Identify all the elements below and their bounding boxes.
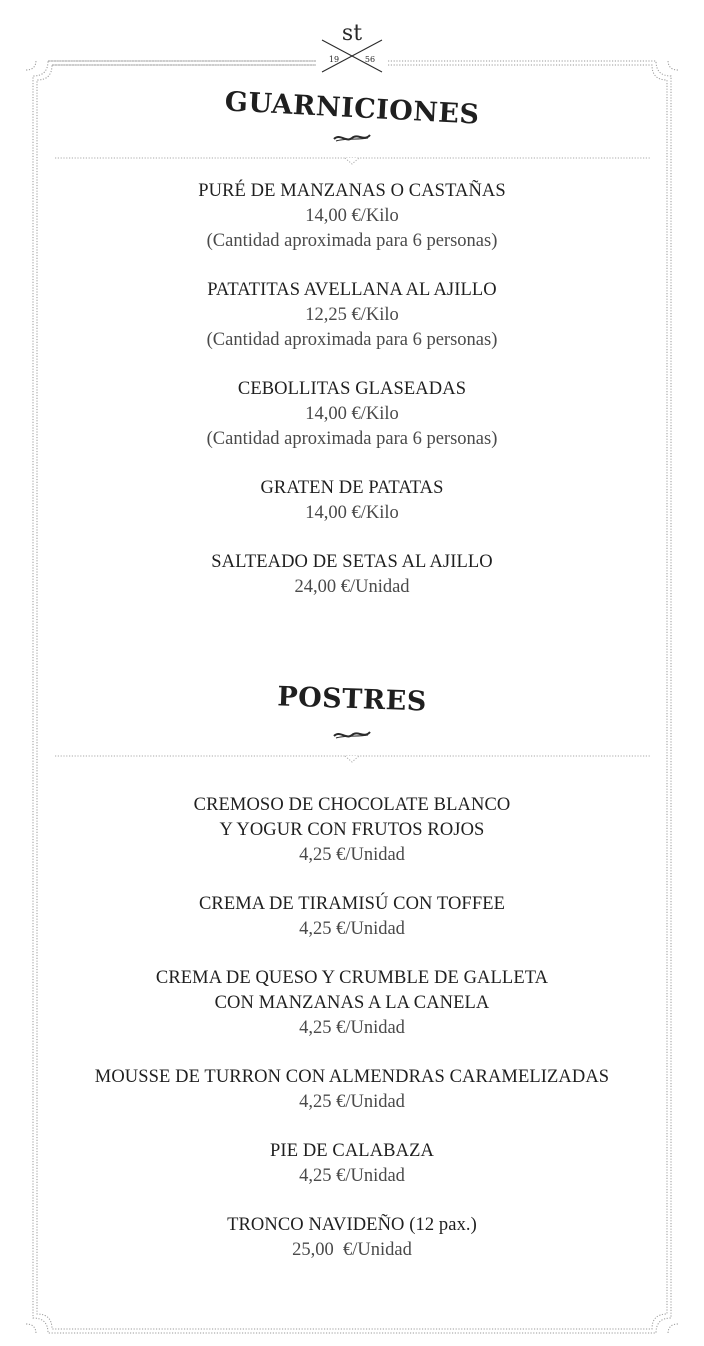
item-price: 4,25 €/Unidad	[299, 1018, 405, 1038]
logo-monogram: st	[341, 21, 363, 46]
menu-item	[0, 793, 704, 868]
menu-item	[0, 377, 704, 452]
item-name: CREMOSO DE CHOCOLATE BLANCO Y YOGUR CON FRUTOS ROJOS	[193, 795, 511, 840]
item-name: CREMA DE TIRAMISÚ CON TOFFEE	[198, 894, 506, 914]
brand-logo	[316, 16, 388, 74]
section-divider	[55, 153, 651, 165]
item-price: 12,25 €/Kilo	[305, 305, 399, 325]
item-name: SALTEADO DE SETAS AL AJILLO	[211, 552, 493, 572]
item-note: (Cantidad aproximada para 6 personas)	[206, 330, 498, 350]
postres-list	[0, 793, 704, 1263]
item-name: CEBOLLITAS GLASEADAS	[237, 379, 467, 399]
item-name: PIE DE CALABAZA	[270, 1141, 434, 1161]
item-name: GRATEN DE PATATAS	[260, 478, 444, 498]
item-name: PATATITAS AVELLANA AL AJILLO	[207, 280, 497, 300]
menu-item	[0, 179, 704, 254]
section-title-postres: POSTRES	[276, 681, 428, 718]
item-price: 4,25 €/Unidad	[299, 1166, 405, 1186]
item-price: 14,00 €/Kilo	[305, 503, 399, 523]
menu-item	[0, 892, 704, 942]
menu-item	[0, 1065, 704, 1115]
logo-year-left: 19	[328, 55, 340, 64]
menu-item	[0, 278, 704, 353]
item-price: 4,25 €/Unidad	[299, 919, 405, 939]
item-name: CREMA DE QUESO Y CRUMBLE DE GALLETA CON MANZANAS A LA CANELA	[155, 968, 549, 1013]
section-divider	[55, 751, 651, 763]
item-price: 25,00 €/Unidad	[292, 1240, 412, 1260]
item-price: 24,00 €/Unidad	[294, 577, 410, 597]
menu-item	[0, 966, 704, 1041]
item-note: (Cantidad aproximada para 6 personas)	[206, 231, 498, 251]
menu-item	[0, 476, 704, 526]
flourish-icon	[332, 130, 372, 144]
menu-item	[0, 1213, 704, 1263]
item-note: (Cantidad aproximada para 6 personas)	[206, 429, 498, 449]
item-price: 4,25 €/Unidad	[299, 1092, 405, 1112]
item-price: 14,00 €/Kilo	[305, 404, 399, 424]
section-title-guarniciones: GUARNICIONES	[224, 86, 481, 131]
item-price: 4,25 €/Unidad	[299, 845, 405, 865]
item-name: PURÉ DE MANZANAS O CASTAÑAS	[198, 181, 506, 201]
menu-item	[0, 550, 704, 600]
item-name: MOUSSE DE TURRON CON ALMENDRAS CARAMELIZADAS	[94, 1067, 610, 1087]
menu-item	[0, 1139, 704, 1189]
flourish-icon	[332, 727, 372, 741]
item-name: TRONCO NAVIDEÑO (12 pax.)	[227, 1215, 477, 1235]
logo-year-right: 56	[364, 55, 376, 64]
guarniciones-list	[0, 179, 704, 600]
item-price: 14,00 €/Kilo	[305, 206, 399, 226]
